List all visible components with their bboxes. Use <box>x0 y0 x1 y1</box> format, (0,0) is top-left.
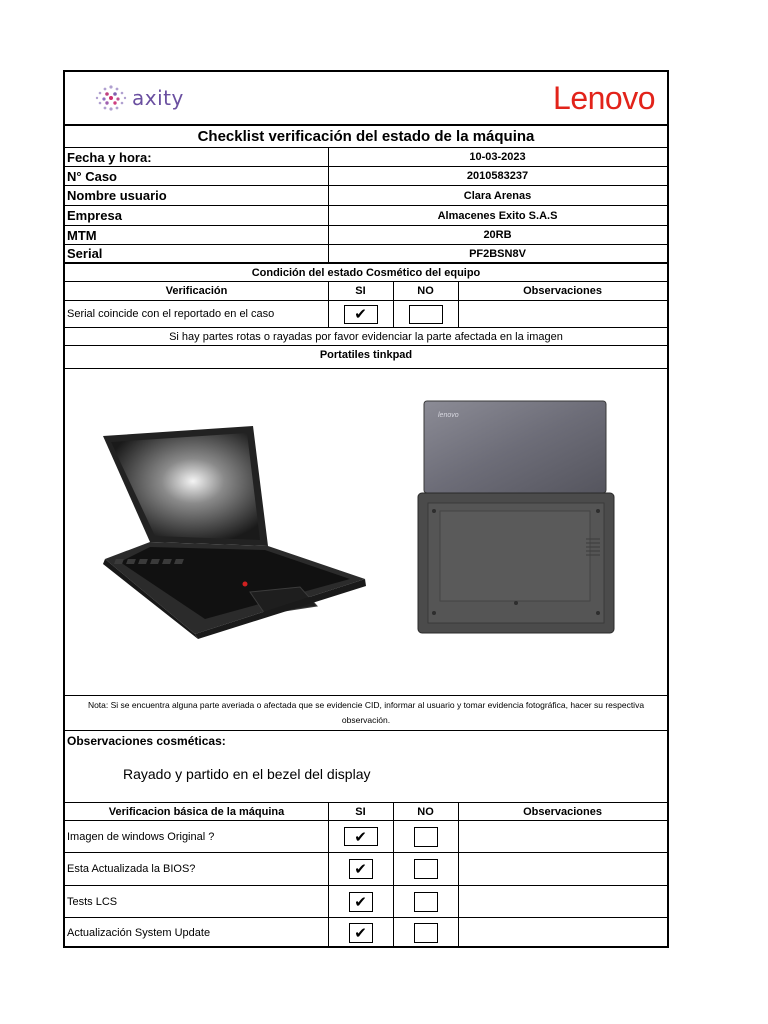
no-checkbox[interactable] <box>414 827 438 847</box>
info-row-usuario <box>65 186 667 206</box>
instruction-text: Si hay partes rotas o rayadas por favor evidenciar la parte afectada en la imagen <box>169 330 563 343</box>
row-label: Imagen de windows Original ? <box>67 830 215 843</box>
observations-row <box>65 731 667 803</box>
lenovo-lid-text: lenovo <box>438 412 459 419</box>
si-checkbox[interactable]: ✔ <box>344 827 378 846</box>
col-observaciones: Observaciones <box>523 805 602 818</box>
note-row <box>65 696 667 731</box>
laptop-closed-image <box>410 399 622 635</box>
info-value: Clara Arenas <box>463 189 532 202</box>
no-checkbox[interactable] <box>414 923 438 943</box>
note-text: Nota: Si se encuentra alguna parte averiada o afectada que se evidencie CID, informar al usuario y tomar evidencia fotográfica, hacer su respectiva observación. <box>87 700 645 725</box>
observaciones-field[interactable] <box>458 821 667 852</box>
title-row <box>65 126 667 148</box>
basic-row <box>65 853 667 886</box>
col-si: SI <box>355 805 366 818</box>
row-label: Actualización System Update <box>67 927 211 939</box>
axity-logo <box>93 72 233 124</box>
basic-row <box>65 886 667 918</box>
lenovo-logo <box>525 72 655 124</box>
laptop-open-image <box>95 424 367 639</box>
lenovo-logo-text: Lenovo <box>553 79 655 116</box>
image-caption-row <box>65 346 667 369</box>
info-value: Almacenes Exito S.A.S <box>437 209 558 222</box>
info-row-mtm <box>65 226 667 245</box>
no-checkbox[interactable] <box>414 892 438 912</box>
si-checkbox[interactable]: ✔ <box>344 305 378 324</box>
laptop-images-area <box>65 369 667 696</box>
logo-header <box>65 72 667 126</box>
si-checkbox[interactable]: ✔ <box>349 859 373 879</box>
no-checkbox[interactable] <box>409 305 443 324</box>
observations-label: Observaciones cosméticas: <box>67 734 226 748</box>
observaciones-field[interactable] <box>458 301 667 327</box>
cosmetic-title-row <box>65 264 667 282</box>
row-label: Tests LCS <box>67 895 118 908</box>
axity-dots-icon <box>93 83 129 113</box>
info-row-serial <box>65 245 667 264</box>
basic-row <box>65 821 667 853</box>
col-observaciones: Observaciones <box>523 285 602 297</box>
checklist-sheet <box>63 70 669 948</box>
info-label: MTM <box>67 227 97 243</box>
info-row-empresa <box>65 206 667 226</box>
section-title: Condición del estado Cosmético del equipo <box>251 266 481 279</box>
info-label: Nombre usuario <box>67 188 167 203</box>
observations-text[interactable]: Rayado y partido en el bezel del display <box>123 766 371 782</box>
basic-header-row <box>65 803 667 821</box>
col-si: SI <box>355 285 366 297</box>
observaciones-field[interactable] <box>458 886 667 917</box>
basic-row <box>65 918 667 948</box>
info-value: 20RB <box>483 229 512 241</box>
instruction-row <box>65 328 667 346</box>
image-caption: Portatiles tinkpad <box>319 349 413 361</box>
info-row-fecha <box>65 148 667 167</box>
col-verificacion-basica: Verificacion básica de la máquina <box>108 805 285 818</box>
si-checkbox[interactable]: ✔ <box>349 923 373 943</box>
row-label: Esta Actualizada la BIOS? <box>67 863 196 875</box>
page-title: Checklist verificación del estado de la máquina <box>197 128 535 145</box>
axity-logo-text: axity <box>132 86 184 110</box>
info-label: Fecha y hora: <box>67 149 152 165</box>
col-no: NO <box>417 805 434 818</box>
info-value: 2010583237 <box>466 170 529 182</box>
info-label: Empresa <box>67 208 122 223</box>
col-no: NO <box>417 285 434 297</box>
observaciones-field[interactable] <box>458 918 667 948</box>
info-label: Serial <box>67 246 103 261</box>
info-label: N° Caso <box>67 168 117 184</box>
cosmetic-header-row <box>65 282 667 301</box>
si-checkbox[interactable]: ✔ <box>349 892 373 912</box>
cosmetic-serial-row <box>65 301 667 328</box>
row-label: Serial coincide con el reportado en el caso <box>67 308 275 320</box>
no-checkbox[interactable] <box>414 859 438 879</box>
info-value: 10-03-2023 <box>469 151 526 163</box>
observaciones-field[interactable] <box>458 853 667 885</box>
info-row-caso <box>65 167 667 186</box>
col-verificacion: Verificación <box>165 285 228 297</box>
info-value: PF2BSN8V <box>469 247 526 260</box>
